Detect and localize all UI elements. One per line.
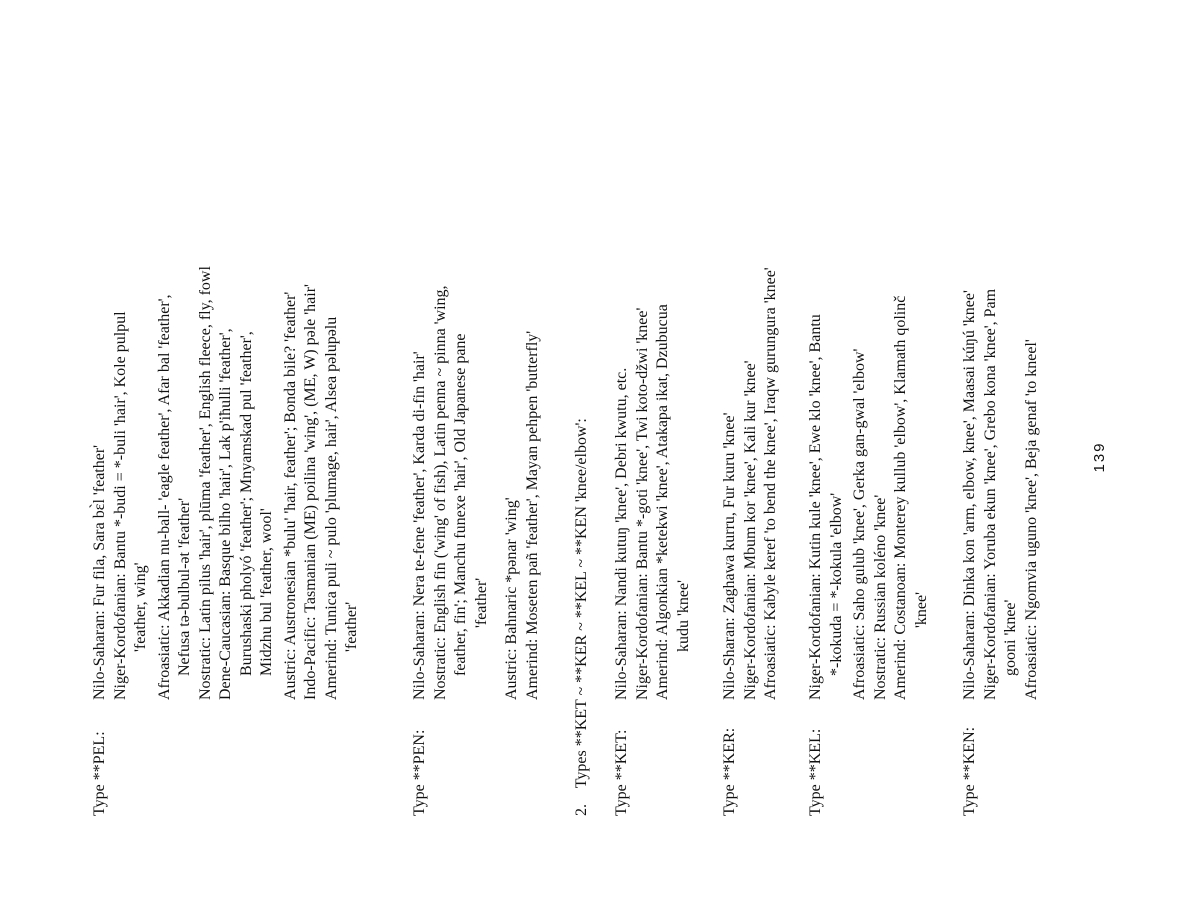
- ket-line-4: kudu 'knee': [674, 580, 692, 652]
- pel-line-10: Austric: Austronesian *bulu' 'hair, feather'; Bonda bile? 'feather': [281, 291, 299, 700]
- entry-ker: [720, 16, 782, 816]
- ket-line-3: Amerind: Algonkian *ketekwi 'knee', Atakapa ikat, Dzubucua: [654, 304, 671, 700]
- pen-line-3: feather, fin'; Manchu funexe 'hair', Old Japanese pane: [452, 333, 469, 676]
- kel-line-5: Amerind: Costanoan: Monterey kullub 'elbow', Klamath qolinč: [892, 295, 909, 700]
- entry-ket: [612, 26, 694, 816]
- kel-line-3: Afroasiatic: Saho gulub 'knee', Gerka gan-gwal 'elbow': [851, 348, 868, 700]
- entry-kel: [806, 26, 932, 816]
- section-2-heading: [572, 26, 593, 816]
- pel-line-1: Nilo-Saharan: Fur fila, Sara bɛ̀l 'feather': [91, 444, 108, 700]
- ket-line-2: Niger-Kordofanian: Bantu *-goti 'knee', Twi koto-džwi 'knee': [633, 307, 651, 700]
- ken-line-2: Niger-Kordofanian: Yoruba ekun 'knee', Grebo kona 'knee', Pam: [981, 288, 999, 700]
- type-label-ker: Type **KER:: [721, 727, 738, 816]
- pel-line-5: Nefusa tə-bulbul-ət 'feather': [176, 497, 193, 676]
- kel-line-1: Niger-Kordofanian: Kutin kule 'knee', Ewe klo 'knee', Bantu: [807, 314, 824, 700]
- ker-line-2: Niger-Kordofanian: Mbum kor 'knee', Kali kur 'knee': [741, 360, 759, 700]
- type-label-pel: Type **PEL:: [91, 731, 108, 816]
- kel-line-4: Nostratic: Russian koléno 'knee': [871, 494, 889, 700]
- pen-line-1: Nilo-Saharan: Nera te-fene 'feather', Karda di-fin 'hair': [411, 351, 428, 700]
- pel-line-3: 'feather, wing': [132, 562, 149, 652]
- pel-line-2: Niger-Kordofanian: Bantu *-budi = *-buli 'hair', Kole pulpul: [111, 311, 129, 700]
- entry-pel: [90, 26, 363, 816]
- kel-line-2: *-kokuda = *-kokula 'elbow': [827, 492, 845, 676]
- kel-line-6: 'knee': [912, 592, 930, 628]
- type-label-ket: Type **KET:: [613, 729, 630, 816]
- pen-line-4: 'feather': [472, 577, 490, 628]
- type-label-pen: Type **PEN:: [411, 729, 428, 816]
- ket-line-1: Nilo-Saharan: Nandi kutuŋ 'knee', Debri kwutu, etc.: [613, 367, 630, 700]
- ker-line-3: Afroasiatic: Kabyle keref 'to bend the knee', Iraqw gurungura 'knee': [762, 267, 779, 700]
- pel-line-7: Dene-Caucasian: Basque bilho 'hair', Lak p'iħulli 'feather',: [217, 328, 234, 700]
- pel-line-8: Burushaski pholyó 'feather'; Mnyamskad pul 'feather',: [237, 331, 255, 676]
- pen-line-5: Austric: Bahnaric *pənar 'wing': [503, 497, 520, 700]
- ken-line-4: Afroasiatic: Ngomvia uguno 'knee', Beja genaf 'to kneel': [1022, 339, 1040, 700]
- type-label-ken: Type **KEN:: [961, 726, 978, 816]
- pel-line-4: Afroasiatic: Akkadian nu-ball- 'eagle feather', Afar bal 'feather',: [155, 294, 173, 700]
- type-label-kel: Type **KEL:: [807, 728, 824, 816]
- pel-line-13: 'feather': [343, 601, 360, 652]
- section-number: 2.: [573, 804, 590, 816]
- section-title: Types **KET ~ **KER ~ **KEL ~ **KEN 'knee/elbow':: [573, 418, 590, 789]
- entry-ken: [960, 26, 1042, 816]
- ker-line-1: Nilo-Sharan: Zaghawa kurru, Fur kuru 'knee': [721, 412, 738, 700]
- pel-line-11: Indo-Pacific: Tasmanian (ME) poilina 'wing', (ME, W) pəle 'hair': [302, 284, 319, 700]
- ken-line-3: gooni 'knee': [1002, 599, 1019, 676]
- pel-line-9: Midzhu bul 'feather, wool': [258, 508, 275, 676]
- pen-line-6: Amerind: Moseten pañ 'feather', Mayan pehpen 'butterfly': [523, 330, 541, 700]
- pen-line-2: Nostratic: English fin ('wing' of fish), Latin penna ~ pinna 'wing,: [431, 285, 449, 700]
- page-number: 139: [1091, 441, 1108, 473]
- pel-line-12: Amerind: Tunica puli ~ pulo 'plumage, hair', Alsea pəlupəlu: [322, 316, 340, 700]
- entry-pen: [410, 26, 543, 816]
- ken-line-1: Nilo-Saharan: Dinka kon 'arm, elbow, knee', Maasai kúŋú 'knee': [961, 290, 978, 700]
- pel-line-6: Nostratic: Latin pilus 'hair', plūma 'feather', English fleece, fly, fowl: [196, 266, 214, 700]
